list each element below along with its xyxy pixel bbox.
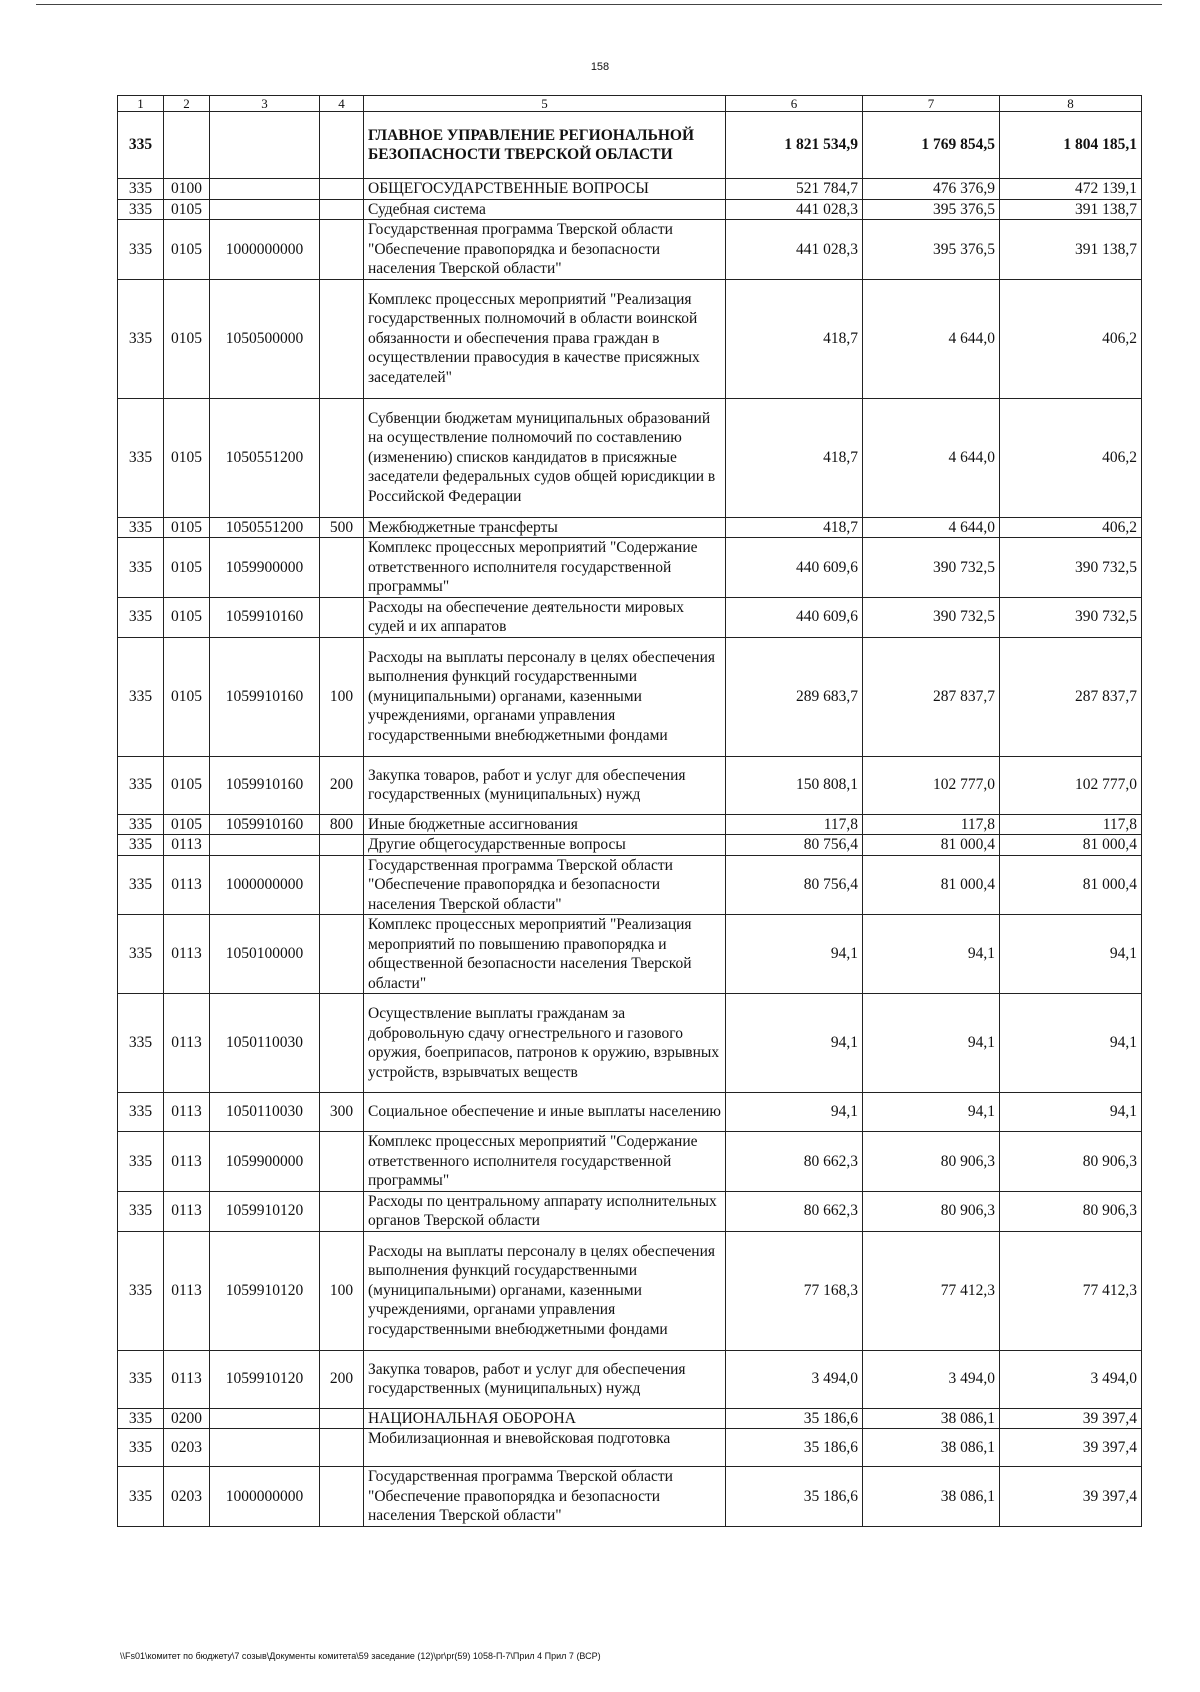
expense-type-cell: [320, 1467, 364, 1527]
amount-col7-cell: 38 086,1: [863, 1467, 1000, 1527]
target-article-cell: [210, 179, 320, 200]
admin-code-cell: 335: [118, 1191, 164, 1231]
table-row: [118, 398, 1142, 517]
amount-col8-cell: 39 397,4: [1000, 1408, 1142, 1429]
amount-col8-cell: 94,1: [1000, 994, 1142, 1093]
amount-col8-cell: 406,2: [1000, 398, 1142, 517]
amount-col8-cell: 102 777,0: [1000, 756, 1142, 814]
admin-code-cell: 335: [118, 220, 164, 280]
target-article-cell: 1050100000: [210, 915, 320, 994]
amount-col8-cell: 80 906,3: [1000, 1132, 1142, 1192]
admin-code-cell: 335: [118, 112, 164, 179]
section-code-cell: 0113: [164, 1231, 210, 1350]
target-article-cell: 1000000000: [210, 855, 320, 915]
table-row: [118, 1132, 1142, 1192]
table-row: [118, 597, 1142, 637]
expense-type-cell: 200: [320, 756, 364, 814]
amount-col6-cell: 94,1: [726, 1093, 863, 1132]
amount-col8-cell: 287 837,7: [1000, 637, 1142, 756]
amount-col7-cell: 4 644,0: [863, 279, 1000, 398]
amount-col6-cell: 80 756,4: [726, 855, 863, 915]
table-row: [118, 915, 1142, 994]
amount-col7-cell: 38 086,1: [863, 1408, 1000, 1429]
amount-col6-cell: 3 494,0: [726, 1350, 863, 1408]
target-article-cell: 1059910120: [210, 1231, 320, 1350]
section-code-cell: 0105: [164, 637, 210, 756]
target-article-cell: 1050110030: [210, 994, 320, 1093]
amount-col7-cell: 395 376,5: [863, 220, 1000, 280]
amount-col8-cell: 390 732,5: [1000, 538, 1142, 598]
amount-col6-cell: 35 186,6: [726, 1467, 863, 1527]
top-rule: [36, 4, 1162, 5]
name-cell: Социальное обеспечение и иные выплаты населению: [364, 1093, 726, 1132]
amount-col6-cell: 289 683,7: [726, 637, 863, 756]
name-cell: Иные бюджетные ассигнования: [364, 814, 726, 835]
amount-col6-cell: 418,7: [726, 398, 863, 517]
table-row: [118, 855, 1142, 915]
name-cell: Расходы на выплаты персоналу в целях обеспечения выполнения функций государственными (муниципальными) органами, казенными учреждениями, органами управления государственными внебюджетными фондами: [364, 1231, 726, 1350]
table-row: [118, 1191, 1142, 1231]
name-cell: Комплекс процессных мероприятий "Содержание ответственного исполнителя государственной программы": [364, 538, 726, 598]
expense-type-cell: 300: [320, 1093, 364, 1132]
amount-col6-cell: 440 609,6: [726, 538, 863, 598]
admin-code-cell: 335: [118, 994, 164, 1093]
expense-type-cell: [320, 179, 364, 200]
amount-col7-cell: 77 412,3: [863, 1231, 1000, 1350]
admin-code-cell: 335: [118, 398, 164, 517]
section-code-cell: 0203: [164, 1429, 210, 1467]
section-code-cell: 0113: [164, 855, 210, 915]
section-code-cell: 0200: [164, 1408, 210, 1429]
section-code-cell: 0105: [164, 398, 210, 517]
amount-col7-cell: 1 769 854,5: [863, 112, 1000, 179]
expense-type-cell: [320, 855, 364, 915]
table-row: [118, 1350, 1142, 1408]
section-code-cell: 0105: [164, 538, 210, 598]
name-cell: Расходы на обеспечение деятельности мировых судей и их аппаратов: [364, 597, 726, 637]
name-cell: Судебная система: [364, 199, 726, 220]
amount-col7-cell: 390 732,5: [863, 597, 1000, 637]
admin-code-cell: 335: [118, 915, 164, 994]
amount-col7-cell: 80 906,3: [863, 1132, 1000, 1192]
target-article-cell: [210, 835, 320, 856]
table-row: [118, 756, 1142, 814]
target-article-cell: 1050551200: [210, 517, 320, 538]
section-code-cell: 0100: [164, 179, 210, 200]
table-row: [118, 1429, 1142, 1467]
amount-col7-cell: 395 376,5: [863, 199, 1000, 220]
section-code-cell: [164, 112, 210, 179]
admin-code-cell: 335: [118, 637, 164, 756]
amount-col6-cell: 77 168,3: [726, 1231, 863, 1350]
amount-col6-cell: 35 186,6: [726, 1408, 863, 1429]
name-cell: Осуществление выплаты гражданам за добровольную сдачу огнестрельного и газового оружия, боеприпасов, патронов к оружию, взрывных устройств, взрывчатых веществ: [364, 994, 726, 1093]
amount-col8-cell: 390 732,5: [1000, 597, 1142, 637]
amount-col8-cell: 472 139,1: [1000, 179, 1142, 200]
expense-type-cell: [320, 279, 364, 398]
amount-col6-cell: 80 756,4: [726, 835, 863, 856]
amount-col6-cell: 418,7: [726, 279, 863, 398]
amount-col8-cell: 391 138,7: [1000, 220, 1142, 280]
section-code-cell: 0105: [164, 814, 210, 835]
name-cell: ОБЩЕГОСУДАРСТВЕННЫЕ ВОПРОСЫ: [364, 179, 726, 200]
table-row: [118, 538, 1142, 598]
section-code-cell: 0203: [164, 1467, 210, 1527]
name-cell: Комплекс процессных мероприятий "Реализация государственных полномочий в области воинской обязанности и обеспечения права граждан в осуществлении правосудия в качестве присяжных заседателей": [364, 279, 726, 398]
amount-col7-cell: 94,1: [863, 1093, 1000, 1132]
expense-type-cell: [320, 220, 364, 280]
amount-col7-cell: 4 644,0: [863, 398, 1000, 517]
amount-col6-cell: 521 784,7: [726, 179, 863, 200]
target-article-cell: 1059910160: [210, 637, 320, 756]
amount-col6-cell: 80 662,3: [726, 1191, 863, 1231]
table-row: [118, 835, 1142, 856]
amount-col7-cell: 287 837,7: [863, 637, 1000, 756]
admin-code-cell: 335: [118, 814, 164, 835]
table-row: [118, 1467, 1142, 1527]
name-cell: Комплекс процессных мероприятий "Содержание ответственного исполнителя государственной программы": [364, 1132, 726, 1192]
amount-col7-cell: 390 732,5: [863, 538, 1000, 598]
admin-code-cell: 335: [118, 1408, 164, 1429]
amount-col6-cell: 117,8: [726, 814, 863, 835]
section-code-cell: 0113: [164, 915, 210, 994]
target-article-cell: [210, 199, 320, 220]
section-code-cell: 0113: [164, 994, 210, 1093]
section-code-cell: 0105: [164, 220, 210, 280]
table-row: [118, 814, 1142, 835]
admin-code-cell: 335: [118, 1231, 164, 1350]
name-cell: Комплекс процессных мероприятий "Реализация мероприятий по повышению правопорядка и общественной безопасности населения Тверской области": [364, 915, 726, 994]
expense-type-cell: 800: [320, 814, 364, 835]
name-cell: ГЛАВНОЕ УПРАВЛЕНИЕ РЕГИОНАЛЬНОЙ БЕЗОПАСНОСТИ ТВЕРСКОЙ ОБЛАСТИ: [364, 112, 726, 179]
section-code-cell: 0105: [164, 597, 210, 637]
target-article-cell: 1000000000: [210, 220, 320, 280]
admin-code-cell: 335: [118, 835, 164, 856]
name-cell: Расходы на выплаты персоналу в целях обеспечения выполнения функций государственными (муниципальными) органами, казенными учреждениями, органами управления государственными внебюджетными фондами: [364, 637, 726, 756]
expense-type-cell: [320, 1429, 364, 1467]
admin-code-cell: 335: [118, 179, 164, 200]
table-row: [118, 179, 1142, 200]
amount-col7-cell: 38 086,1: [863, 1429, 1000, 1467]
table-row: [118, 1093, 1142, 1132]
budget-table: [117, 95, 1142, 1527]
name-cell: НАЦИОНАЛЬНАЯ ОБОРОНА: [364, 1408, 726, 1429]
table-row: [118, 517, 1142, 538]
amount-col7-cell: 81 000,4: [863, 835, 1000, 856]
expense-type-cell: [320, 597, 364, 637]
amount-col8-cell: 1 804 185,1: [1000, 112, 1142, 179]
admin-code-cell: 335: [118, 1467, 164, 1527]
admin-code-cell: 335: [118, 855, 164, 915]
expense-type-cell: [320, 1408, 364, 1429]
section-code-cell: 0113: [164, 1093, 210, 1132]
expense-type-cell: [320, 1132, 364, 1192]
header-cell: 4: [320, 96, 364, 112]
table-row: [118, 220, 1142, 280]
page-number: 158: [590, 61, 610, 73]
admin-code-cell: 335: [118, 279, 164, 398]
admin-code-cell: 335: [118, 597, 164, 637]
header-cell: 3: [210, 96, 320, 112]
header-cell: 1: [118, 96, 164, 112]
admin-code-cell: 335: [118, 517, 164, 538]
section-code-cell: 0113: [164, 835, 210, 856]
name-cell: Государственная программа Тверской области "Обеспечение правопорядка и безопасности населения Тверской области": [364, 220, 726, 280]
section-code-cell: 0113: [164, 1191, 210, 1231]
amount-col7-cell: 81 000,4: [863, 855, 1000, 915]
amount-col7-cell: 94,1: [863, 915, 1000, 994]
name-cell: Расходы по центральному аппарату исполнительных органов Тверской области: [364, 1191, 726, 1231]
amount-col6-cell: 150 808,1: [726, 756, 863, 814]
amount-col8-cell: 406,2: [1000, 279, 1142, 398]
name-cell: Закупка товаров, работ и услуг для обеспечения государственных (муниципальных) нужд: [364, 1350, 726, 1408]
amount-col8-cell: 80 906,3: [1000, 1191, 1142, 1231]
header-cell: 2: [164, 96, 210, 112]
amount-col7-cell: 3 494,0: [863, 1350, 1000, 1408]
header-row: [118, 96, 1142, 112]
admin-code-cell: 335: [118, 1093, 164, 1132]
header-cell: 6: [726, 96, 863, 112]
table-row: [118, 1231, 1142, 1350]
name-cell: Мобилизационная и вневойсковая подготовка: [364, 1429, 726, 1467]
expense-type-cell: 100: [320, 637, 364, 756]
section-code-cell: 0113: [164, 1132, 210, 1192]
section-code-cell: 0105: [164, 756, 210, 814]
target-article-cell: 1000000000: [210, 1467, 320, 1527]
name-cell: Государственная программа Тверской области "Обеспечение правопорядка и безопасности населения Тверской области": [364, 855, 726, 915]
expense-type-cell: [320, 112, 364, 179]
name-cell: Субвенции бюджетам муниципальных образований на осуществление полномочий по составлению (изменению) списков кандидатов в присяжные заседатели федеральных судов общей юрисдикции в Российской Федерации: [364, 398, 726, 517]
expense-type-cell: [320, 915, 364, 994]
amount-col6-cell: 1 821 534,9: [726, 112, 863, 179]
target-article-cell: 1050110030: [210, 1093, 320, 1132]
amount-col7-cell: 4 644,0: [863, 517, 1000, 538]
expense-type-cell: [320, 1191, 364, 1231]
amount-col7-cell: 117,8: [863, 814, 1000, 835]
target-article-cell: 1059910160: [210, 756, 320, 814]
amount-col8-cell: 391 138,7: [1000, 199, 1142, 220]
amount-col6-cell: 94,1: [726, 915, 863, 994]
amount-col8-cell: 3 494,0: [1000, 1350, 1142, 1408]
name-cell: Другие общегосударственные вопросы: [364, 835, 726, 856]
amount-col6-cell: 418,7: [726, 517, 863, 538]
name-cell: Государственная программа Тверской области "Обеспечение правопорядка и безопасности населения Тверской области": [364, 1467, 726, 1527]
section-code-cell: 0113: [164, 1350, 210, 1408]
target-article-cell: 1050551200: [210, 398, 320, 517]
section-code-cell: 0105: [164, 279, 210, 398]
admin-code-cell: 335: [118, 1132, 164, 1192]
amount-col7-cell: 80 906,3: [863, 1191, 1000, 1231]
table-row: [118, 279, 1142, 398]
amount-col6-cell: 441 028,3: [726, 199, 863, 220]
expense-type-cell: 100: [320, 1231, 364, 1350]
amount-col8-cell: 94,1: [1000, 1093, 1142, 1132]
amount-col8-cell: 81 000,4: [1000, 835, 1142, 856]
amount-col8-cell: 81 000,4: [1000, 855, 1142, 915]
amount-col6-cell: 35 186,6: [726, 1429, 863, 1467]
amount-col6-cell: 80 662,3: [726, 1132, 863, 1192]
amount-col8-cell: 77 412,3: [1000, 1231, 1142, 1350]
target-article-cell: 1059910120: [210, 1350, 320, 1408]
target-article-cell: 1059910120: [210, 1191, 320, 1231]
amount-col8-cell: 94,1: [1000, 915, 1142, 994]
amount-col6-cell: 440 609,6: [726, 597, 863, 637]
file-path-footer: \\Fs01\комитет по бюджету\7 созыв\Документы комитета\59 заседание (12)\pr\pr(59) 1058-П-7\Прил 4 Прил 7 (ВСР): [120, 1651, 601, 1661]
table-row: [118, 1408, 1142, 1429]
header-cell: 8: [1000, 96, 1142, 112]
table-row: [118, 637, 1142, 756]
section-code-cell: 0105: [164, 199, 210, 220]
name-cell: Межбюджетные трансферты: [364, 517, 726, 538]
target-article-cell: [210, 1429, 320, 1467]
expense-type-cell: [320, 994, 364, 1093]
table-body: [118, 96, 1142, 1527]
admin-code-cell: 335: [118, 538, 164, 598]
amount-col8-cell: 39 397,4: [1000, 1467, 1142, 1527]
header-cell: 7: [863, 96, 1000, 112]
section-code-cell: 0105: [164, 517, 210, 538]
amount-col6-cell: 441 028,3: [726, 220, 863, 280]
amount-col8-cell: 406,2: [1000, 517, 1142, 538]
expense-type-cell: 200: [320, 1350, 364, 1408]
table-row: [118, 994, 1142, 1093]
expense-type-cell: [320, 835, 364, 856]
amount-col7-cell: 476 376,9: [863, 179, 1000, 200]
expense-type-cell: [320, 398, 364, 517]
amount-col8-cell: 117,8: [1000, 814, 1142, 835]
target-article-cell: 1059910160: [210, 814, 320, 835]
admin-code-cell: 335: [118, 756, 164, 814]
amount-col8-cell: 39 397,4: [1000, 1429, 1142, 1467]
target-article-cell: 1050500000: [210, 279, 320, 398]
target-article-cell: [210, 1408, 320, 1429]
expense-type-cell: [320, 538, 364, 598]
admin-code-cell: 335: [118, 1429, 164, 1467]
amount-col7-cell: 94,1: [863, 994, 1000, 1093]
header-cell: 5: [364, 96, 726, 112]
admin-code-cell: 335: [118, 1350, 164, 1408]
amount-col7-cell: 102 777,0: [863, 756, 1000, 814]
amount-col6-cell: 94,1: [726, 994, 863, 1093]
admin-code-cell: 335: [118, 199, 164, 220]
name-cell: Закупка товаров, работ и услуг для обеспечения государственных (муниципальных) нужд: [364, 756, 726, 814]
target-article-cell: 1059900000: [210, 538, 320, 598]
target-article-cell: 1059910160: [210, 597, 320, 637]
target-article-cell: [210, 112, 320, 179]
expense-type-cell: 500: [320, 517, 364, 538]
table-row: [118, 199, 1142, 220]
target-article-cell: 1059900000: [210, 1132, 320, 1192]
department-total-row: [118, 112, 1142, 179]
expense-type-cell: [320, 199, 364, 220]
